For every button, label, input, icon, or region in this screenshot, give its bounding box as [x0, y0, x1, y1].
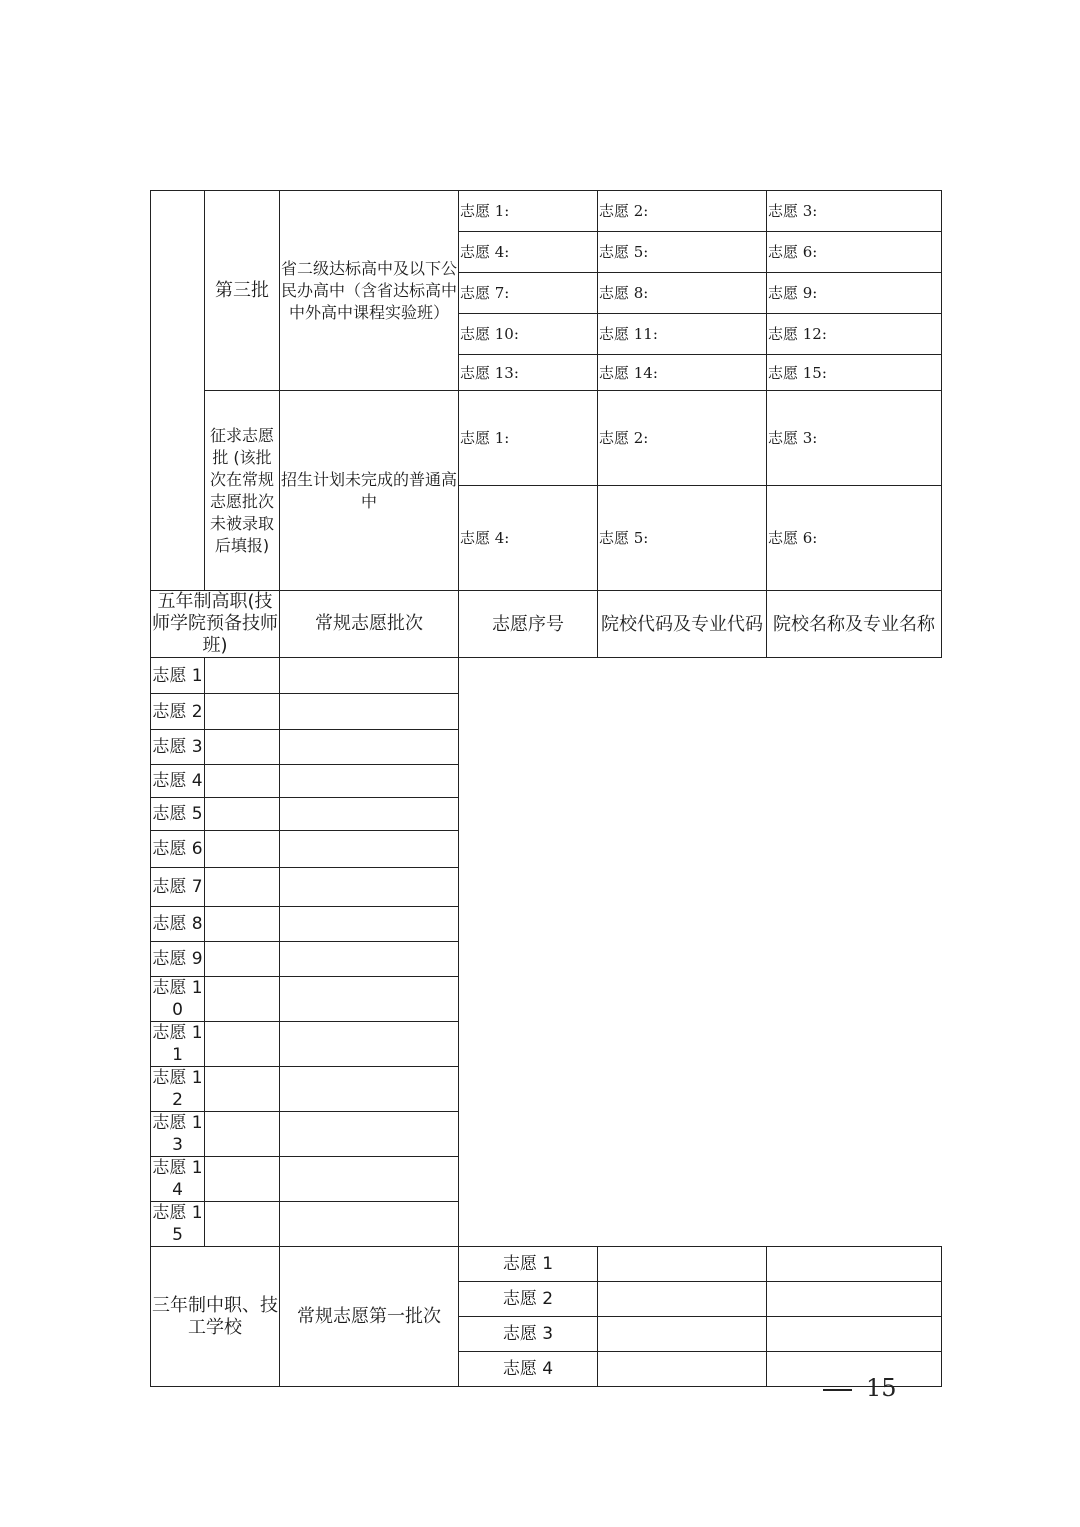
five-year-school-code-field[interactable]: [205, 942, 280, 977]
three-year-choice-number: 志愿 1: [459, 1247, 598, 1282]
five-year-school-name-field[interactable]: [280, 1157, 459, 1202]
third-batch-choice-2[interactable]: 志愿 2:: [598, 191, 767, 232]
third-batch-choice-11[interactable]: 志愿 11:: [598, 314, 767, 355]
five-year-school-name-field[interactable]: [280, 868, 459, 907]
five-year-school-code-field[interactable]: [205, 694, 280, 730]
solicit-batch-choice-1[interactable]: 志愿 1:: [459, 391, 598, 486]
five-year-school-code-field[interactable]: [205, 907, 280, 942]
third-batch-choice-5[interactable]: 志愿 5:: [598, 232, 767, 273]
five-year-choice-number: 志愿 5: [151, 798, 205, 831]
five-year-school-code-field[interactable]: [205, 658, 280, 694]
five-year-school-name-field[interactable]: [280, 1022, 459, 1067]
solicit-batch-choice-3[interactable]: 志愿 3:: [767, 391, 942, 486]
third-batch-choice-15[interactable]: 志愿 15:: [767, 355, 942, 391]
five-year-choice-number: 志愿 7: [151, 868, 205, 907]
three-year-choice-number: 志愿 2: [459, 1282, 598, 1317]
five-year-choice-number: 志愿 6: [151, 831, 205, 868]
three-year-batch: 常规志愿第一批次: [280, 1247, 459, 1387]
third-batch-choice-4[interactable]: 志愿 4:: [459, 232, 598, 273]
five-year-choice-number: 志愿 10: [152, 978, 203, 1020]
five-year-school-name-field[interactable]: [280, 765, 459, 798]
five-year-school-name-field[interactable]: [280, 977, 459, 1022]
five-year-school-name-field[interactable]: [280, 798, 459, 831]
page-number: [823, 1374, 897, 1402]
three-year-school-code-field[interactable]: [598, 1317, 767, 1352]
page-number-value: 15: [866, 1374, 897, 1402]
third-batch-choice-14[interactable]: 志愿 14:: [598, 355, 767, 391]
admission-preference-form: [150, 190, 942, 1387]
five-year-batch: 常规志愿批次: [280, 591, 459, 658]
three-year-choice-number: 志愿 4: [459, 1352, 598, 1387]
five-year-choice-number: 志愿 1: [151, 658, 205, 694]
five-year-school-code-field[interactable]: [205, 798, 280, 831]
five-year-choice-number: 志愿 9: [151, 942, 205, 977]
five-year-school-name-field[interactable]: [280, 658, 459, 694]
five-year-choice-number: 志愿 13: [152, 1113, 203, 1155]
three-year-school-code-field[interactable]: [598, 1247, 767, 1282]
five-year-school-name-field[interactable]: [280, 1112, 459, 1157]
five-year-choice-number: 志愿 12: [152, 1068, 203, 1110]
third-batch-choice-8[interactable]: 志愿 8:: [598, 273, 767, 314]
third-batch-label: 第三批: [205, 191, 280, 391]
five-year-school-code-field[interactable]: [205, 977, 280, 1022]
solicit-batch-choice-5[interactable]: 志愿 5:: [598, 486, 767, 591]
five-year-school-code-field[interactable]: [205, 765, 280, 798]
three-year-school-name-field[interactable]: [767, 1317, 942, 1352]
three-year-school-name-field[interactable]: [767, 1247, 942, 1282]
third-batch-choice-10[interactable]: 志愿 10:: [459, 314, 598, 355]
solicit-batch-school-type: 招生计划未完成的普通高中: [280, 391, 459, 591]
five-year-school-name-field[interactable]: [280, 730, 459, 765]
solicit-batch-choice-6[interactable]: 志愿 6:: [767, 486, 942, 591]
five-year-choice-number: 志愿 2: [151, 694, 205, 730]
five-year-school-code-field[interactable]: [205, 1067, 280, 1112]
three-year-school-code-field[interactable]: [598, 1352, 767, 1387]
three-year-category: 三年制中职、技工学校: [151, 1247, 280, 1387]
header-choice-number: 志愿序号: [459, 591, 598, 658]
third-batch-choice-6[interactable]: 志愿 6:: [767, 232, 942, 273]
prior-category-cell: [151, 191, 205, 591]
five-year-school-name-field[interactable]: [280, 694, 459, 730]
third-batch-choice-1[interactable]: 志愿 1:: [459, 191, 598, 232]
five-year-choice-number: 志愿 11: [152, 1023, 203, 1065]
three-year-school-name-field[interactable]: [767, 1282, 942, 1317]
five-year-school-code-field[interactable]: [205, 1022, 280, 1067]
five-year-choice-number: 志愿 4: [151, 765, 205, 798]
five-year-school-name-field[interactable]: [280, 907, 459, 942]
third-batch-choice-3[interactable]: 志愿 3:: [767, 191, 942, 232]
third-batch-choice-12[interactable]: 志愿 12:: [767, 314, 942, 355]
three-year-school-code-field[interactable]: [598, 1282, 767, 1317]
header-school-code: 院校代码及专业代码: [598, 591, 767, 658]
five-year-category: 五年制高职(技师学院预备技师班): [152, 591, 278, 656]
five-year-choice-number: 志愿 15: [152, 1203, 203, 1245]
third-batch-choice-13[interactable]: 志愿 13:: [459, 355, 598, 391]
five-year-school-code-field[interactable]: [205, 1202, 280, 1247]
five-year-school-code-field[interactable]: [205, 868, 280, 907]
five-year-school-code-field[interactable]: [205, 730, 280, 765]
five-year-choice-number: 志愿 3: [151, 730, 205, 765]
third-batch-choice-7[interactable]: 志愿 7:: [459, 273, 598, 314]
solicit-batch-choice-4[interactable]: 志愿 4:: [459, 486, 598, 591]
five-year-choice-number: 志愿 8: [151, 907, 205, 942]
five-year-school-name-field[interactable]: [280, 1202, 459, 1247]
five-year-school-code-field[interactable]: [205, 1112, 280, 1157]
five-year-school-name-field[interactable]: [280, 1067, 459, 1112]
five-year-school-name-field[interactable]: [280, 831, 459, 868]
solicit-batch-label: 征求志愿批 (该批次在常规志愿批次未被录取后填报): [205, 391, 280, 591]
third-batch-school-type: 省二级达标高中及以下公民办高中（含省达标高中中外高中课程实验班）: [280, 191, 459, 391]
header-school-name: 院校名称及专业名称: [767, 591, 942, 658]
three-year-choice-number: 志愿 3: [459, 1317, 598, 1352]
five-year-school-code-field[interactable]: [205, 1157, 280, 1202]
five-year-school-name-field[interactable]: [280, 942, 459, 977]
page-number-dash: [823, 1389, 852, 1391]
five-year-school-code-field[interactable]: [205, 831, 280, 868]
solicit-batch-choice-2[interactable]: 志愿 2:: [598, 391, 767, 486]
five-year-choice-number: 志愿 14: [152, 1158, 203, 1200]
third-batch-choice-9[interactable]: 志愿 9:: [767, 273, 942, 314]
